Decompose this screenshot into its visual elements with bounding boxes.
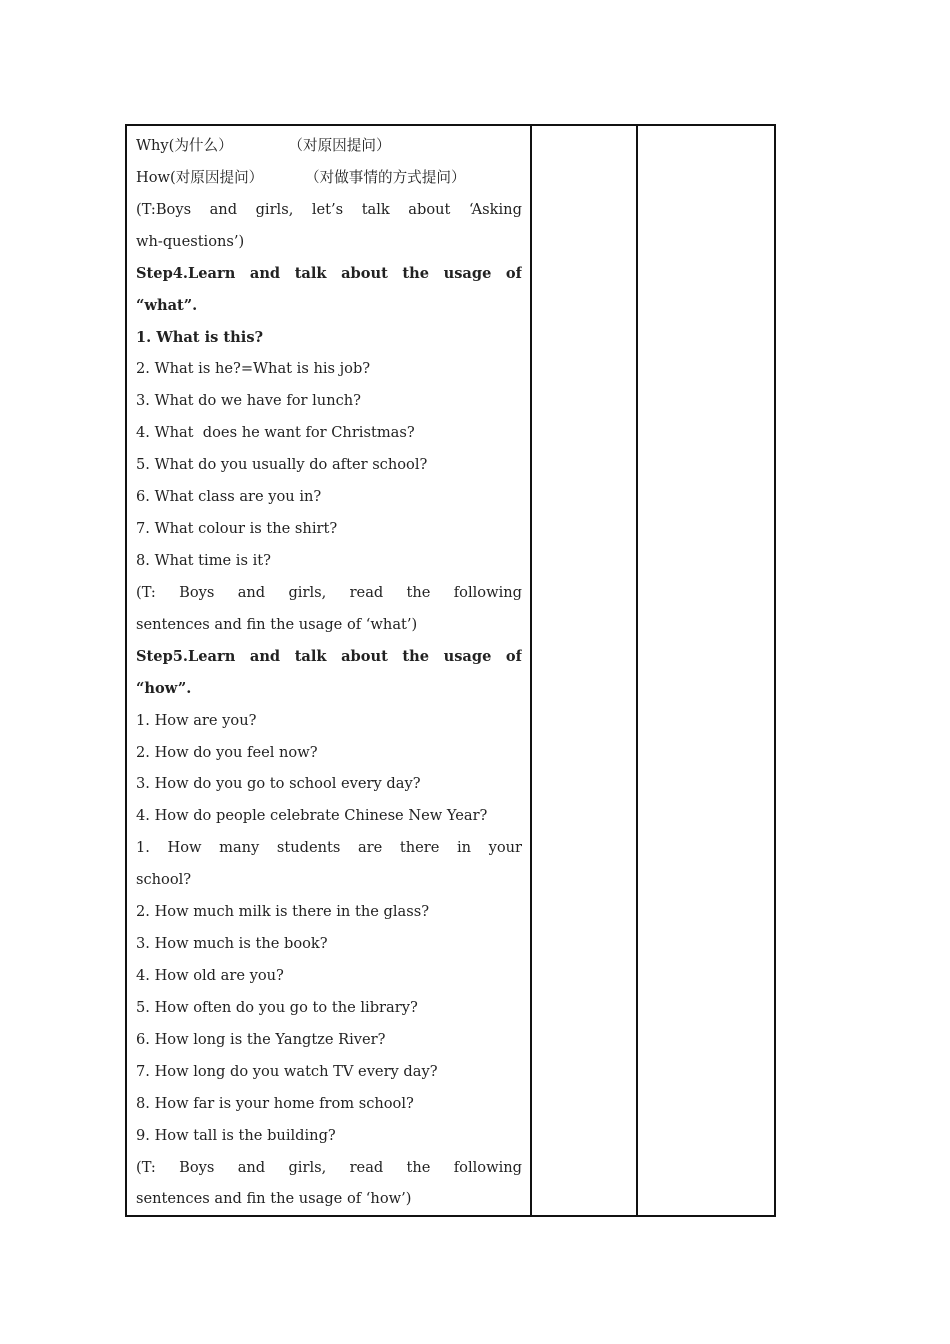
word: Step4.Learn [136, 264, 236, 282]
word: the [402, 264, 430, 282]
word: there [399, 839, 440, 857]
text-line [136, 641, 522, 673]
word: many [219, 839, 260, 857]
word: (T: [136, 583, 156, 601]
word: girls, [288, 1158, 327, 1176]
word: Boys [179, 583, 215, 601]
word: the [406, 1158, 431, 1176]
word: talk [294, 264, 327, 282]
text-line: “how”. [136, 679, 192, 697]
word: about [408, 200, 451, 218]
text-line: 3. How do you go to school every day? [136, 775, 421, 793]
text-line [136, 1152, 522, 1184]
word: are [357, 839, 383, 857]
notes-column-cell [637, 125, 775, 1216]
word: Boys [179, 1158, 215, 1176]
word: 1. [136, 839, 150, 857]
text-line: 5. What do you usually do after school? [136, 456, 428, 474]
word: girls, [255, 200, 294, 218]
text-line: 7. How long do you watch TV every day? [136, 1062, 438, 1080]
word: and [249, 647, 281, 665]
word: and [209, 200, 238, 218]
text-line: 4. How do people celebrate Chinese New Year? [136, 807, 488, 825]
text-line: Why(为什么） （对原因提问） [136, 137, 391, 154]
text-line: 8. How far is your home from school? [136, 1094, 414, 1112]
word: about [341, 264, 388, 282]
text-line: sentences and fin the usage of ‘how’) [136, 1190, 412, 1208]
word: in [456, 839, 472, 857]
word: read [349, 583, 384, 601]
text-line [136, 194, 522, 226]
word: let’s [311, 200, 344, 218]
word: read [349, 1158, 384, 1176]
word: (T:Boys [136, 200, 192, 218]
text-line: 4. What does he want for Christmas? [136, 424, 415, 442]
text-line: 2. How much milk is there in the glass? [136, 903, 430, 921]
word: talk [361, 200, 390, 218]
text-line [136, 577, 522, 609]
word: about [341, 647, 388, 665]
word: usage [443, 647, 492, 665]
teaching-content-cell [126, 125, 531, 1216]
text-line: 2. What is he?=What is his job? [136, 360, 371, 378]
lesson-plan-table [125, 124, 776, 1217]
word: students [276, 839, 341, 857]
word: girls, [288, 583, 327, 601]
word: and [249, 264, 281, 282]
text-line: How(对原因提问） （对做事情的方式提问） [136, 168, 466, 186]
word: usage [443, 264, 492, 282]
word: and [237, 1158, 266, 1176]
word: of [505, 264, 522, 282]
word: your [488, 839, 522, 857]
word: the [402, 647, 430, 665]
word: the [406, 583, 431, 601]
text-line: 9. How tall is the building? [136, 1126, 336, 1144]
word: following [453, 1158, 522, 1176]
word: talk [294, 647, 327, 665]
word: of [505, 647, 522, 665]
word: following [453, 583, 522, 601]
text-line: 3. What do we have for lunch? [136, 392, 361, 410]
text-line: 1. What is this? [136, 328, 264, 346]
text-line: 6. What class are you in? [136, 488, 322, 506]
text-line: 3. How much is the book? [136, 935, 328, 953]
text-line: 4. How old are you? [136, 966, 284, 984]
word: How [167, 839, 202, 857]
text-line: 5. How often do you go to the library? [136, 998, 418, 1016]
word: and [237, 583, 266, 601]
text-line: “what”. [136, 296, 198, 314]
text-line: sentences and fin the usage of ‘what’) [136, 615, 418, 633]
text-line: 6. How long is the Yangtze River? [136, 1030, 386, 1048]
text-line [136, 258, 522, 290]
text-line [136, 832, 522, 864]
word: Step5.Learn [136, 647, 236, 665]
blank-column-cell [531, 125, 637, 1216]
word: ‘Asking [468, 200, 522, 218]
text-line: 1. How are you? [136, 711, 257, 729]
text-line: school? [136, 871, 192, 889]
text-line: wh-questions’) [136, 232, 245, 250]
teaching-content [127, 126, 530, 1215]
word: (T: [136, 1158, 156, 1176]
text-line: 2. How do you feel now? [136, 743, 318, 761]
text-line: 7. What colour is the shirt? [136, 520, 338, 538]
text-line: 8. What time is it? [136, 551, 271, 569]
